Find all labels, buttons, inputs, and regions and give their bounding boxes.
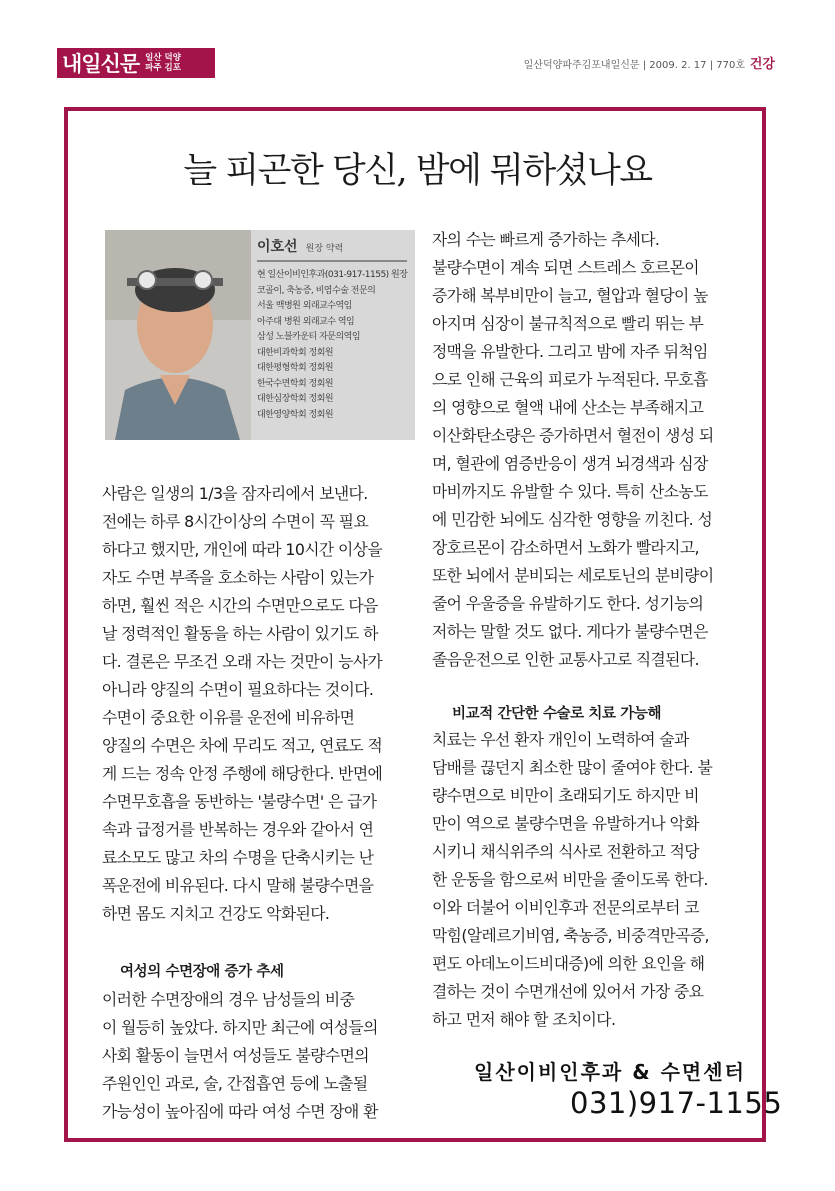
- text-line: 치료는 우선 환자 개인이 노력하여 술과: [432, 730, 689, 749]
- text-line: 수면무호흡을 동반하는 '불량수면' 은 급가: [102, 792, 377, 811]
- bio-lines: [257, 268, 413, 423]
- right-subheading: 비교적 간단한 수술로 치료 가능해: [452, 706, 662, 722]
- text-line: 량수면으로 비만이 초래되기도 하지만 비: [432, 786, 699, 805]
- bio-line: 코골이, 축농증, 비염수술 전문의: [257, 285, 376, 296]
- bio-line: 대한평형학회 정회원: [257, 363, 334, 373]
- text-line: 막힘(알레르기비염, 축농증, 비중격만곡증,: [432, 926, 709, 945]
- bio-line: 한국수면학회 정회원: [257, 378, 334, 389]
- text-line: 편도 아데노이드비대증)에 의한 요인을 해: [432, 954, 705, 973]
- text-line: 의 영향으로 혈액 내에 산소는 부족해지고: [432, 398, 704, 417]
- newspaper-logo: [57, 48, 215, 78]
- text-line: 시키니 채식위주의 식사로 전환하고 적당: [432, 842, 699, 861]
- text-line: 아니라 양질의 수면이 필요하다는 것이다.: [102, 680, 374, 699]
- text-line: 전에는 하루 8시간이상의 수면이 꼭 필요: [102, 512, 369, 531]
- logo-region-1: 일산 덕양: [145, 53, 181, 63]
- bio-line: 서울 백병원 외래교수역임: [257, 301, 352, 311]
- text-line: 다. 결론은 무조건 오래 자는 것만이 능사가: [102, 652, 383, 671]
- text-line: 마비까지도 유발할 수 있다. 특히 산소농도: [432, 482, 708, 501]
- text-line: 자의 수는 빠르게 증가하는 추세다.: [432, 230, 660, 249]
- doctor-profile: [105, 230, 415, 440]
- bio-line: 삼성 노블카운티 자문의역임: [257, 332, 361, 342]
- text-line: 정맥을 유발한다. 그리고 밤에 자주 뒤척임: [432, 342, 708, 361]
- text-line: 가능성이 높아짐에 따라 여성 수면 장애 환: [102, 1102, 378, 1121]
- text-line: 증가해 복부비만이 늘고, 혈압과 혈당이 높: [432, 286, 708, 305]
- text-line: 한 운동을 함으로써 비만을 줄이도록 한다.: [432, 870, 708, 889]
- issue-info: 일산덕양파주김포내일신문 | 2009. 2. 17 | 770호: [523, 60, 745, 71]
- text-line: 졸음운전으로 인한 교통사고로 직결된다.: [432, 650, 699, 669]
- text-line: 하다고 했지만, 개인에 따라 10시간 이상을: [102, 540, 382, 559]
- text-line: 하면, 훨씬 적은 시간의 수면만으로도 다음: [102, 596, 378, 615]
- text-line: 담배를 끊던지 최소한 많이 줄여야 한다. 불: [432, 758, 713, 777]
- clinic-name: 일산이비인후과 & 수면센터: [474, 1060, 746, 1084]
- bio-line: 대한영양학회 정회원: [257, 409, 334, 420]
- bio-divider: [257, 260, 407, 262]
- text-line: 이 월등히 높았다. 하지만 최근에 여성들의: [102, 1018, 378, 1037]
- text-line: 게 드는 정속 안정 주행에 해당한다. 반면에: [102, 764, 383, 783]
- text-line: 만이 역으로 불량수면을 유발하거나 악화: [432, 814, 699, 833]
- text-line: 주원인인 과로, 술, 간접흡연 등에 노출될: [102, 1074, 368, 1093]
- bio-line: 현 일산이비인후과(031-917-1155) 원장: [257, 270, 408, 280]
- doctor-photo: [105, 230, 251, 440]
- text-line: 양질의 수면은 차에 무리도 적고, 연료도 적: [102, 736, 383, 755]
- logo-region-2: 파주 김포: [145, 63, 181, 73]
- clinic-phone: 031)917-1155: [570, 1086, 783, 1120]
- text-line: 아지며 심장이 불규칙적으로 빨리 뛰는 부: [432, 314, 704, 333]
- text-line: 저하는 말할 것도 없다. 게다가 불량수면은: [432, 622, 708, 641]
- text-line: 료소모도 많고 차의 수명을 단축시키는 난: [102, 848, 374, 867]
- left-column-part-2: [102, 986, 378, 1126]
- headline: 늘 피곤한 당신, 밤에 뭐하셨나요: [183, 151, 652, 191]
- bio-line: 대한비과학회 정회원: [257, 347, 334, 358]
- text-line: 사회 활동이 늘면서 여성들도 불량수면의: [102, 1046, 369, 1065]
- text-line: 날 정력적인 활동을 하는 사람이 있기도 하: [102, 624, 378, 643]
- bio-line: 아주대 병원 외래교수 역임: [257, 316, 355, 327]
- doctor-bio: [257, 236, 413, 423]
- text-line: 으로 인해 근육의 피로가 누적된다. 무호흡: [432, 370, 708, 389]
- text-line: 사람은 일생의 1/3을 잠자리에서 보낸다.: [102, 484, 368, 503]
- text-line: 하고 먼저 해야 할 조치이다.: [432, 1010, 616, 1029]
- left-column-part-1: [102, 480, 382, 928]
- text-line: 속과 급정거를 반복하는 경우와 같아서 연: [102, 820, 374, 839]
- doctor-name: 이호선: [257, 239, 298, 255]
- text-line: 장호르몬이 감소하면서 노화가 빨라지고,: [432, 538, 699, 557]
- text-line: 이와 더불어 이비인후과 전문의로부터 코: [432, 898, 699, 917]
- text-line: 줄어 우울증을 유발하기도 한다. 성기능의: [432, 594, 704, 613]
- right-column-part-2: [432, 726, 712, 1034]
- left-subheading: 여성의 수면장애 증가 추세: [120, 964, 284, 980]
- text-line: 이러한 수면장애의 경우 남성들의 비중: [102, 990, 355, 1009]
- text-line: 하면 몸도 지치고 건강도 악화된다.: [102, 904, 330, 923]
- doctor-role: 원장 약력: [305, 244, 344, 254]
- text-line: 또한 뇌에서 분비되는 세로토닌의 분비량이: [432, 566, 714, 585]
- text-line: 이산화탄소량은 증가하면서 혈전이 생성 되: [432, 426, 714, 445]
- right-column-part-1: [432, 226, 714, 674]
- text-line: 불량수면이 계속 되면 스트레스 호르몬이: [432, 258, 699, 277]
- logo-title: 내일신문: [62, 52, 140, 76]
- logo-regions: [145, 53, 181, 73]
- bio-line: 대한심장학회 정회원: [257, 394, 334, 404]
- text-line: 자도 수면 부족을 호소하는 사람이 있는가: [102, 568, 374, 587]
- text-line: 폭운전에 비유된다. 다시 말해 불량수면을: [102, 876, 374, 895]
- text-line: 결하는 것이 수면개선에 있어서 가장 중요: [432, 982, 704, 1001]
- text-line: 에 민감한 뇌에도 심각한 영향을 끼친다. 성: [432, 510, 713, 529]
- section-label: 건강: [749, 57, 775, 72]
- text-line: 며, 혈관에 염증반응이 생겨 뇌경색과 심장: [432, 454, 708, 473]
- text-line: 수면이 중요한 이유를 운전에 비유하면: [102, 708, 355, 727]
